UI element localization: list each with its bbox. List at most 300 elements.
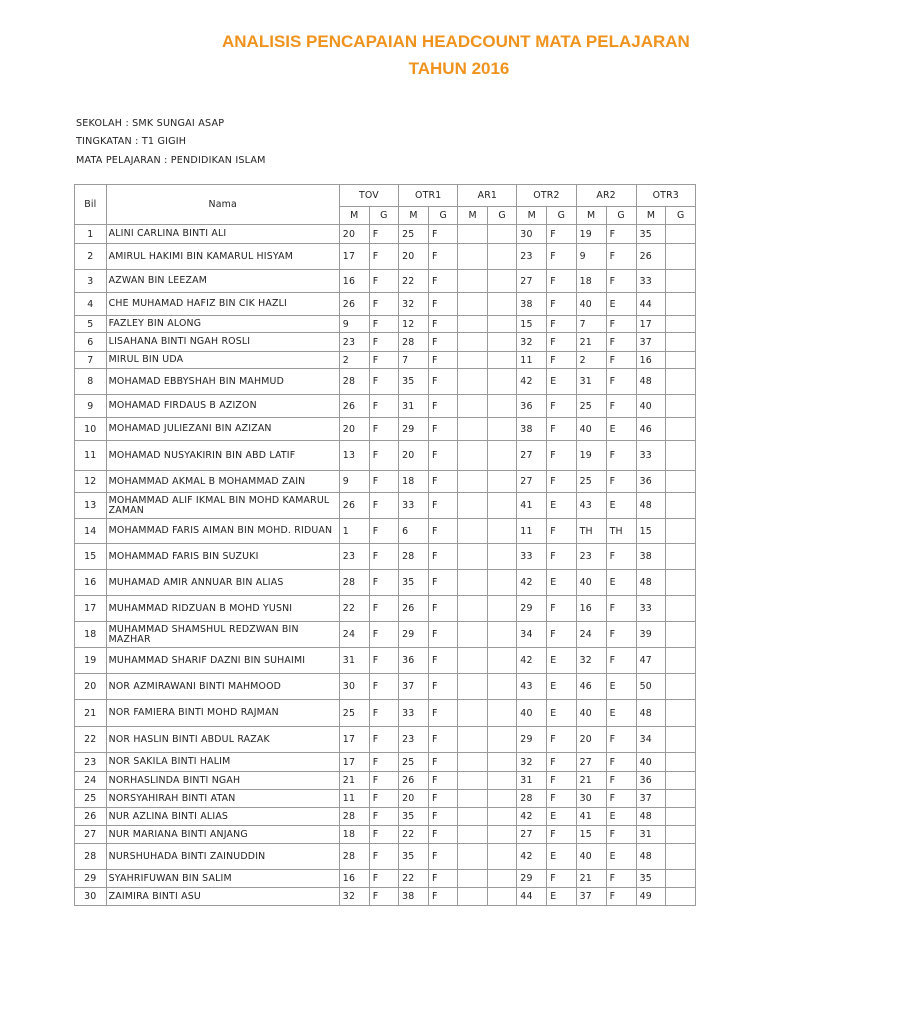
cell-value: 44: [636, 293, 666, 316]
cell-value: 35: [399, 369, 429, 395]
cell-bil: 1: [75, 225, 107, 244]
cell-value: 40: [576, 700, 606, 727]
cell-value: E: [606, 418, 636, 441]
cell-value: 27: [517, 270, 547, 293]
cell-value: 28: [339, 570, 369, 596]
cell-bil: 20: [75, 674, 107, 700]
cell-value: [458, 570, 487, 596]
cell-value: F: [369, 225, 398, 244]
cell-value: 31: [339, 648, 369, 674]
cell-value: 35: [399, 570, 429, 596]
cell-value: F: [606, 244, 636, 270]
cell-nama: NOR FAMIERA BINTI MOHD RAJMAN: [106, 700, 339, 727]
results-table-container: [74, 184, 696, 902]
cell-value: [458, 293, 487, 316]
table-row: [75, 622, 696, 648]
cell-value: 33: [399, 700, 429, 727]
cell-value: [458, 369, 487, 395]
header-bil: Bil: [75, 185, 107, 225]
table-row: [75, 544, 696, 570]
cell-value: F: [369, 622, 398, 648]
cell-value: [487, 369, 516, 395]
cell-value: E: [606, 808, 636, 826]
cell-value: 28: [399, 544, 429, 570]
cell-value: [487, 352, 516, 369]
cell-value: F: [606, 395, 636, 418]
table-row: [75, 700, 696, 727]
cell-value: F: [606, 316, 636, 333]
cell-value: 32: [339, 888, 369, 906]
cell-value: F: [606, 270, 636, 293]
cell-value: F: [547, 418, 576, 441]
cell-nama: NOR AZMIRAWANI BINTI MAHMOOD: [106, 674, 339, 700]
cell-nama: ALINI CARLINA BINTI ALI: [106, 225, 339, 244]
cell-value: 22: [339, 596, 369, 622]
cell-value: [666, 333, 696, 352]
cell-value: 36: [636, 772, 666, 790]
cell-nama: MOHAMAD EBBYSHAH BIN MAHMUD: [106, 369, 339, 395]
header-otr1: OTR1: [399, 185, 458, 207]
cell-value: 26: [636, 244, 666, 270]
cell-value: [458, 333, 487, 352]
table-body: [75, 225, 696, 906]
cell-value: 2: [339, 352, 369, 369]
cell-value: F: [429, 674, 458, 700]
school-info: SEKOLAH : SMK SUNGAI ASAP: [76, 118, 225, 129]
cell-value: F: [429, 870, 458, 888]
cell-value: F: [547, 333, 576, 352]
cell-nama: MOHAMAD NUSYAKIRIN BIN ABD LATIF: [106, 441, 339, 471]
cell-value: 28: [399, 333, 429, 352]
cell-bil: 22: [75, 727, 107, 753]
cell-value: 25: [399, 225, 429, 244]
cell-value: [458, 888, 487, 906]
cell-value: 2: [576, 352, 606, 369]
cell-value: 22: [399, 270, 429, 293]
cell-value: [666, 441, 696, 471]
cell-value: F: [369, 570, 398, 596]
cell-value: F: [369, 493, 398, 519]
cell-value: 20: [339, 225, 369, 244]
cell-value: F: [606, 471, 636, 493]
table-row: [75, 844, 696, 870]
cell-value: 20: [576, 727, 606, 753]
cell-value: F: [547, 225, 576, 244]
cell-value: [487, 753, 516, 772]
header-m: M: [517, 207, 547, 225]
cell-bil: 18: [75, 622, 107, 648]
cell-value: 26: [339, 293, 369, 316]
cell-value: 28: [517, 790, 547, 808]
cell-value: 38: [517, 418, 547, 441]
cell-value: 37: [576, 888, 606, 906]
cell-value: 42: [517, 844, 547, 870]
cell-bil: 6: [75, 333, 107, 352]
cell-value: 27: [517, 826, 547, 844]
cell-nama: LISAHANA BINTI NGAH ROSLI: [106, 333, 339, 352]
cell-value: [666, 493, 696, 519]
cell-bil: 2: [75, 244, 107, 270]
cell-value: [458, 244, 487, 270]
cell-value: 48: [636, 844, 666, 870]
table-row: [75, 808, 696, 826]
cell-value: F: [429, 225, 458, 244]
cell-value: 25: [576, 471, 606, 493]
cell-value: 38: [517, 293, 547, 316]
cell-nama: MOHAMMAD FARIS BIN SUZUKI: [106, 544, 339, 570]
cell-value: 20: [399, 441, 429, 471]
cell-value: 43: [517, 674, 547, 700]
cell-value: [487, 727, 516, 753]
cell-value: 25: [399, 753, 429, 772]
cell-value: F: [606, 648, 636, 674]
cell-value: F: [369, 753, 398, 772]
cell-value: [458, 544, 487, 570]
cell-value: 24: [339, 622, 369, 648]
cell-value: [666, 471, 696, 493]
cell-value: TH: [606, 519, 636, 544]
cell-bil: 19: [75, 648, 107, 674]
cell-value: 33: [517, 544, 547, 570]
cell-bil: 16: [75, 570, 107, 596]
cell-value: 17: [636, 316, 666, 333]
cell-value: 26: [399, 772, 429, 790]
header-tov: TOV: [339, 185, 398, 207]
cell-value: 21: [576, 772, 606, 790]
cell-value: 13: [339, 441, 369, 471]
cell-nama: AMIRUL HAKIMI BIN KAMARUL HISYAM: [106, 244, 339, 270]
cell-value: F: [547, 727, 576, 753]
table-row: [75, 674, 696, 700]
table-row: [75, 596, 696, 622]
cell-value: [487, 544, 516, 570]
header-m: M: [636, 207, 666, 225]
cell-value: [458, 270, 487, 293]
cell-value: 9: [339, 316, 369, 333]
table-row: [75, 225, 696, 244]
cell-value: [487, 772, 516, 790]
cell-value: 15: [517, 316, 547, 333]
cell-value: [458, 352, 487, 369]
cell-value: E: [547, 674, 576, 700]
cell-value: E: [547, 844, 576, 870]
cell-value: F: [606, 622, 636, 648]
cell-value: 38: [399, 888, 429, 906]
cell-value: [458, 441, 487, 471]
table-row: [75, 244, 696, 270]
header-m: M: [576, 207, 606, 225]
cell-bil: 17: [75, 596, 107, 622]
table-row: [75, 418, 696, 441]
cell-value: F: [547, 753, 576, 772]
cell-value: F: [606, 225, 636, 244]
cell-value: F: [369, 316, 398, 333]
cell-value: [487, 844, 516, 870]
cell-value: [666, 225, 696, 244]
cell-value: 25: [576, 395, 606, 418]
cell-value: 22: [399, 870, 429, 888]
cell-value: F: [369, 441, 398, 471]
cell-value: 21: [576, 870, 606, 888]
cell-value: F: [429, 316, 458, 333]
cell-value: [666, 753, 696, 772]
cell-value: E: [547, 648, 576, 674]
cell-value: 18: [339, 826, 369, 844]
cell-value: F: [369, 544, 398, 570]
cell-value: 44: [517, 888, 547, 906]
results-table: [74, 184, 696, 906]
table-row: [75, 648, 696, 674]
cell-value: E: [547, 570, 576, 596]
cell-value: E: [606, 570, 636, 596]
cell-value: [487, 418, 516, 441]
cell-value: 21: [576, 333, 606, 352]
header-g: G: [487, 207, 516, 225]
cell-nama: MOHAMMAD FARIS AIMAN BIN MOHD. RIDUAN: [106, 519, 339, 544]
cell-value: F: [429, 888, 458, 906]
cell-value: 28: [339, 844, 369, 870]
table-row: [75, 727, 696, 753]
cell-value: 23: [339, 544, 369, 570]
cell-value: 23: [399, 727, 429, 753]
cell-value: 9: [576, 244, 606, 270]
header-g: G: [547, 207, 576, 225]
table-row: [75, 369, 696, 395]
cell-value: 17: [339, 244, 369, 270]
table-row: [75, 471, 696, 493]
cell-value: 37: [636, 333, 666, 352]
cell-nama: NUR AZLINA BINTI ALIAS: [106, 808, 339, 826]
cell-value: 16: [339, 870, 369, 888]
cell-value: 40: [636, 395, 666, 418]
cell-value: [487, 293, 516, 316]
cell-value: [666, 622, 696, 648]
cell-value: 7: [576, 316, 606, 333]
cell-nama: NOR HASLIN BINTI ABDUL RAZAK: [106, 727, 339, 753]
cell-nama: NURSHUHADA BINTI ZAINUDDIN: [106, 844, 339, 870]
cell-value: 34: [636, 727, 666, 753]
cell-value: 17: [339, 727, 369, 753]
cell-value: [487, 826, 516, 844]
header-m: M: [458, 207, 487, 225]
cell-nama: MUHAMMAD RIDZUAN B MOHD YUSNI: [106, 596, 339, 622]
header-g: G: [606, 207, 636, 225]
cell-value: F: [369, 888, 398, 906]
cell-value: F: [369, 471, 398, 493]
cell-value: 33: [636, 596, 666, 622]
cell-value: 42: [517, 648, 547, 674]
cell-value: [458, 648, 487, 674]
cell-value: F: [547, 870, 576, 888]
cell-value: E: [547, 888, 576, 906]
cell-nama: SYAHRIFUWAN BIN SALIM: [106, 870, 339, 888]
cell-value: [666, 674, 696, 700]
cell-value: E: [547, 493, 576, 519]
cell-value: 48: [636, 700, 666, 727]
cell-value: TH: [576, 519, 606, 544]
cell-value: F: [547, 352, 576, 369]
cell-value: 31: [517, 772, 547, 790]
cell-value: [666, 369, 696, 395]
cell-value: [487, 244, 516, 270]
table-row: [75, 570, 696, 596]
cell-bil: 5: [75, 316, 107, 333]
cell-value: F: [429, 648, 458, 674]
cell-value: 42: [517, 570, 547, 596]
cell-value: F: [369, 519, 398, 544]
cell-value: F: [606, 727, 636, 753]
cell-value: [666, 808, 696, 826]
cell-value: 16: [576, 596, 606, 622]
cell-value: 6: [399, 519, 429, 544]
cell-value: 32: [517, 333, 547, 352]
cell-value: F: [369, 352, 398, 369]
cell-value: [487, 622, 516, 648]
cell-value: [666, 544, 696, 570]
cell-value: [666, 648, 696, 674]
cell-nama: CHE MUHAMAD HAFIZ BIN CIK HAZLI: [106, 293, 339, 316]
cell-bil: 9: [75, 395, 107, 418]
cell-value: [666, 519, 696, 544]
cell-nama: ZAIMIRA BINTI ASU: [106, 888, 339, 906]
cell-nama: MOHAMMAD ALIF IKMAL BIN MOHD KAMARUL ZAMAN: [106, 493, 339, 519]
cell-bil: 21: [75, 700, 107, 727]
cell-value: F: [547, 790, 576, 808]
cell-value: F: [606, 441, 636, 471]
cell-value: F: [547, 395, 576, 418]
cell-value: 18: [576, 270, 606, 293]
cell-value: [487, 225, 516, 244]
cell-value: [487, 316, 516, 333]
table-row: [75, 519, 696, 544]
cell-value: [666, 888, 696, 906]
cell-value: 9: [339, 471, 369, 493]
cell-value: 28: [339, 808, 369, 826]
cell-value: 32: [399, 293, 429, 316]
cell-value: E: [606, 844, 636, 870]
cell-value: F: [606, 870, 636, 888]
cell-value: [458, 225, 487, 244]
cell-value: [458, 418, 487, 441]
cell-value: [666, 244, 696, 270]
cell-value: F: [429, 418, 458, 441]
cell-value: F: [369, 870, 398, 888]
cell-value: 47: [636, 648, 666, 674]
cell-bil: 24: [75, 772, 107, 790]
cell-value: [666, 352, 696, 369]
cell-value: F: [429, 333, 458, 352]
cell-value: F: [369, 790, 398, 808]
cell-value: F: [547, 519, 576, 544]
cell-value: 42: [517, 808, 547, 826]
cell-value: F: [369, 700, 398, 727]
cell-value: [666, 790, 696, 808]
cell-nama: MIRUL BIN UDA: [106, 352, 339, 369]
cell-value: F: [429, 293, 458, 316]
table-row: [75, 293, 696, 316]
cell-value: F: [429, 700, 458, 727]
cell-value: F: [369, 395, 398, 418]
cell-value: F: [547, 270, 576, 293]
table-row: [75, 270, 696, 293]
cell-value: 12: [399, 316, 429, 333]
cell-value: F: [606, 826, 636, 844]
cell-value: [487, 648, 516, 674]
cell-bil: 4: [75, 293, 107, 316]
cell-value: F: [429, 772, 458, 790]
cell-value: F: [429, 570, 458, 596]
cell-value: 19: [576, 441, 606, 471]
cell-value: 21: [339, 772, 369, 790]
cell-value: [487, 870, 516, 888]
cell-value: 31: [636, 826, 666, 844]
cell-value: [666, 316, 696, 333]
cell-value: 11: [517, 352, 547, 369]
cell-value: F: [369, 293, 398, 316]
cell-value: [487, 570, 516, 596]
cell-value: [458, 622, 487, 648]
cell-value: 48: [636, 369, 666, 395]
cell-bil: 27: [75, 826, 107, 844]
cell-value: 49: [636, 888, 666, 906]
cell-value: [487, 700, 516, 727]
cell-value: F: [369, 333, 398, 352]
cell-value: F: [429, 622, 458, 648]
cell-bil: 25: [75, 790, 107, 808]
cell-bil: 7: [75, 352, 107, 369]
cell-value: F: [369, 369, 398, 395]
cell-value: 37: [399, 674, 429, 700]
cell-value: [487, 674, 516, 700]
cell-value: 41: [576, 808, 606, 826]
cell-value: 23: [517, 244, 547, 270]
cell-value: F: [369, 674, 398, 700]
cell-value: [458, 727, 487, 753]
cell-value: 48: [636, 493, 666, 519]
cell-value: F: [606, 888, 636, 906]
cell-value: F: [606, 790, 636, 808]
cell-value: 22: [399, 826, 429, 844]
cell-bil: 11: [75, 441, 107, 471]
cell-value: 24: [576, 622, 606, 648]
cell-value: [458, 471, 487, 493]
cell-value: 29: [517, 727, 547, 753]
table-row: [75, 826, 696, 844]
cell-bil: 12: [75, 471, 107, 493]
cell-value: [487, 471, 516, 493]
cell-value: F: [547, 826, 576, 844]
cell-value: [458, 596, 487, 622]
cell-value: F: [606, 753, 636, 772]
cell-value: E: [547, 700, 576, 727]
cell-value: F: [369, 826, 398, 844]
cell-value: F: [547, 293, 576, 316]
cell-value: F: [547, 772, 576, 790]
subject-info: MATA PELAJARAN : PENDIDIKAN ISLAM: [76, 155, 266, 166]
cell-value: 25: [339, 700, 369, 727]
cell-value: [666, 844, 696, 870]
cell-value: F: [547, 622, 576, 648]
cell-value: [666, 826, 696, 844]
cell-value: [487, 493, 516, 519]
header-g: G: [429, 207, 458, 225]
cell-value: F: [369, 808, 398, 826]
cell-value: 32: [576, 648, 606, 674]
cell-value: 26: [399, 596, 429, 622]
cell-value: 35: [636, 225, 666, 244]
cell-value: 28: [339, 369, 369, 395]
cell-value: 39: [636, 622, 666, 648]
